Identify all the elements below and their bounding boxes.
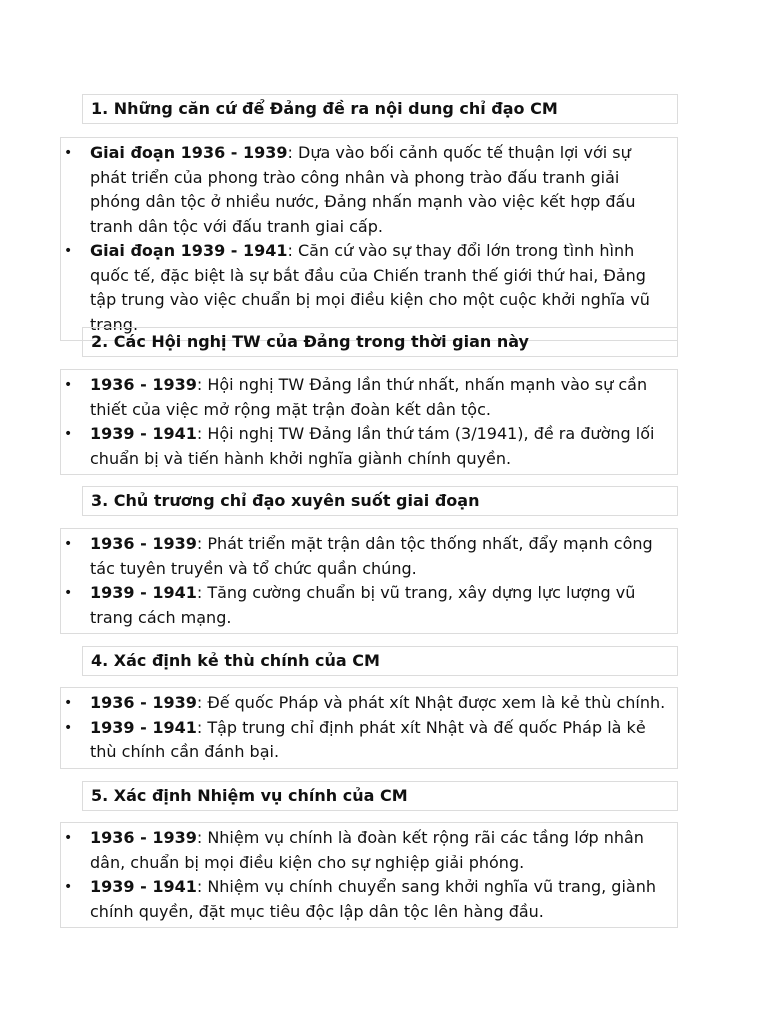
period-label: 1939 - 1941 <box>90 583 197 602</box>
item-text: : Nhiệm vụ chính là đoàn kết rộng rãi các tầng lớp nhân dân, chuẩn bị mọi điều kiện cho sự nghiệp giải phóng. <box>90 828 644 872</box>
list-item <box>64 422 669 471</box>
list-item <box>64 875 669 924</box>
bullet-icon: • <box>64 536 73 552</box>
bullet-icon: • <box>64 426 73 442</box>
list-item <box>64 373 669 422</box>
bullet-icon: • <box>64 377 73 393</box>
item-text: : Phát triển mặt trận dân tộc thống nhất, đẩy mạnh công tác tuyên truyền và tổ chức quần chúng. <box>90 534 653 578</box>
item-text: : Nhiệm vụ chính chuyển sang khởi nghĩa vũ trang, giành chính quyền, đặt mục tiêu độc lập dân tộc lên hàng đầu. <box>90 877 656 921</box>
bullet-icon: • <box>64 719 73 736</box>
list-item <box>64 532 669 581</box>
bullet-icon: • <box>64 830 73 846</box>
section-list-4 <box>60 687 678 769</box>
item-text: : Hội nghị TW Đảng lần thứ nhất, nhấn mạnh vào sự cần thiết của việc mở rộng mặt trận đoàn kết dân tộc. <box>90 375 648 419</box>
item-text: : Dựa vào bối cảnh quốc tế thuận lợi với sự phát triển của phong trào công nhân và phong trào đấu tranh giải phóng dân tộc ở nhiều nước, Đảng nhấn mạnh vào việc kết hợp đấu tranh dân tộc với đấu tranh giai cấp. <box>90 143 636 236</box>
bullet-icon: • <box>64 243 73 259</box>
section-list-5 <box>60 822 678 928</box>
item-text: : Hội nghị TW Đảng lần thứ tám (3/1941), đề ra đường lối chuẩn bị và tiến hành khởi nghĩa giành chính quyền. <box>90 424 655 468</box>
period-label: 1939 - 1941 <box>90 717 197 737</box>
period-label: 1936 - 1939 <box>90 693 197 712</box>
list-item <box>64 239 669 337</box>
period-label: 1939 - 1941 <box>90 877 197 896</box>
bullet-icon: • <box>64 145 73 161</box>
period-label: Giai đoạn 1939 - 1941 <box>90 241 288 260</box>
list-item <box>64 141 669 239</box>
period-label: Giai đoạn 1936 - 1939 <box>90 143 288 162</box>
item-text: : Tăng cường chuẩn bị vũ trang, xây dựng lực lượng vũ trang cách mạng. <box>90 583 636 627</box>
period-label: 1936 - 1939 <box>90 828 197 847</box>
bullet-icon: • <box>64 585 73 601</box>
list-item <box>64 826 669 875</box>
list-item <box>64 691 669 716</box>
section-list-3 <box>60 528 678 634</box>
list-item <box>64 581 669 630</box>
section-heading-2: 2. Các Hội nghị TW của Đảng trong thời gian này <box>82 327 678 357</box>
item-text: : Căn cứ vào sự thay đổi lớn trong tình hình quốc tế, đặc biệt là sự bắt đầu của Chiến tranh thế giới thứ hai, Đảng tập trung vào việc chuẩn bị mọi điều kiện cho một cuộc khởi nghĩa vũ trang. <box>90 241 650 334</box>
section-heading-3: 3. Chủ trương chỉ đạo xuyên suốt giai đoạn <box>82 486 678 516</box>
section-list-2 <box>60 369 678 475</box>
period-label: 1936 - 1939 <box>90 534 197 553</box>
item-text: : Đế quốc Pháp và phát xít Nhật được xem là kẻ thù chính. <box>196 693 666 712</box>
section-heading-1: 1. Những căn cứ để Đảng đề ra nội dung chỉ đạo CM <box>82 94 678 124</box>
period-label: 1939 - 1941 <box>90 424 197 443</box>
bullet-icon: • <box>64 879 73 895</box>
section-heading-5: 5. Xác định Nhiệm vụ chính của CM <box>82 781 678 811</box>
section-list-1 <box>60 137 678 341</box>
bullet-icon: • <box>64 695 73 711</box>
period-label: 1936 - 1939 <box>90 375 197 394</box>
list-item <box>64 716 669 765</box>
section-heading-4: 4. Xác định kẻ thù chính của CM <box>82 646 678 676</box>
item-text: : Tập trung chỉ định phát xít Nhật và đế quốc Pháp là kẻ thù chính cần đánh bại. <box>90 717 646 761</box>
